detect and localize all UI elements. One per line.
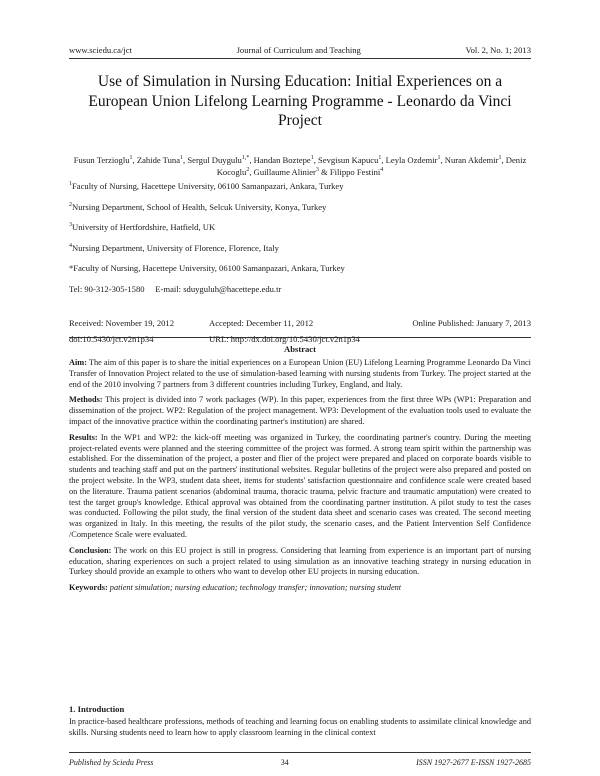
- issn: ISSN 1927-2677 E-ISSN 1927-2685: [416, 758, 531, 767]
- author-separator: ,: [183, 155, 188, 165]
- abstract-methods: [69, 395, 531, 427]
- received-date: Received: November 19, 2012: [69, 318, 175, 328]
- author: [187, 155, 253, 165]
- journal-url[interactable]: www.sciedu.ca/jct: [69, 45, 132, 55]
- publisher: Published by Sciedu Press: [69, 758, 154, 767]
- author-separator: ,: [132, 155, 137, 165]
- aim-label: Aim:: [69, 358, 87, 367]
- author: [318, 155, 386, 165]
- paper-title: Use of Simulation in Nursing Education: Initial Experiences on a European Union Lifelong Learning Programme - Leonardo da Vinci Project: [88, 73, 512, 129]
- author: [445, 155, 506, 165]
- author-affiliation-marker: 1: [129, 155, 133, 162]
- doi-url[interactable]: URL: http://dx.doi.org/10.5430/jct.v2n1p34: [209, 334, 360, 344]
- author: [137, 155, 188, 165]
- author-name: Filippo Festini: [329, 167, 381, 177]
- author: [74, 155, 137, 165]
- conclusion-label: Conclusion:: [69, 545, 112, 555]
- author-separator: &: [318, 167, 330, 177]
- abstract-conclusion: [69, 546, 531, 578]
- affiliation: [69, 283, 540, 304]
- section-heading-introduction: 1. Introduction: [69, 704, 125, 714]
- author-name: Nuran Akdemir: [444, 155, 499, 165]
- keywords-text: patient simulation; nursing education; technology transfer; innovation; nursing student: [109, 583, 402, 593]
- author-name: Sevgisun Kapucu: [317, 155, 379, 165]
- doi[interactable]: doi:10.5430/jct.v2n1p34: [69, 334, 154, 344]
- author-separator: ,: [381, 155, 386, 165]
- affiliation: [69, 201, 540, 222]
- author-affiliation-marker: 1: [378, 155, 382, 162]
- methods-label: Methods:: [69, 395, 103, 405]
- affiliation-marker: 2: [69, 201, 72, 208]
- author-affiliation-marker: 4: [380, 167, 384, 174]
- journal-volume: Vol. 2, No. 1; 2013: [465, 45, 531, 55]
- abstract-body: [69, 358, 531, 599]
- running-header: [69, 45, 531, 55]
- introduction-text: In practice-based healthcare professions, methods of teaching and learning focus on enabling students to assimilate clinical knowledge and skills. Nursing students need to learn how to apply classroom learning in the clinical context: [69, 717, 531, 737]
- author-affiliation-marker: 2: [246, 167, 250, 174]
- abstract-results: [69, 433, 531, 541]
- affiliation-text: Nursing Department, School of Health, Selcuk University, Konya, Turkey: [72, 201, 327, 212]
- affiliation: [69, 221, 540, 242]
- author-affiliation-marker: 1: [498, 155, 502, 162]
- aim-text: The aim of this paper is to share the initial experiences on a European Union (EU) Lifelong Learning Programme Leonardo Da Vinci Transfer of Innovation Project related to the use of simulation-based learning with nursing students from Turkey. The project started at the end of the 2010 involving 7 partners from 3 different countries including Turkey, England, and Italy.: [69, 358, 531, 389]
- author-name: Sergul Duygulu: [187, 155, 242, 165]
- affiliation-marker: 4: [69, 242, 72, 249]
- abstract-keywords: [69, 583, 531, 594]
- author-separator: ,: [501, 155, 506, 165]
- affiliation-text: *Faculty of Nursing, Hacettepe University, 06100 Samanpazari, Ankara, Turkey: [69, 263, 345, 273]
- results-text: In the WP1 and WP2: the kick-off meeting was organized in Turkey, the coordinating partner's country. During the meeting project-related events were planned and the steering committee of the project was formed. A strong team spirit within the partnership was established. For the dissemination of the project, a poster and flier of the project were prepared and placed on corporate boards visible to students and teaching staff and put on the partners' institutional websites. Regular bulletins of the project were also prepared and posted on the project website. In the WP3, student data sheet, items for students' satisfaction questionnaire and confidence scale were created based on the literature. Trauma patient scenarios (abdominal trauma, thoracic trauma, pelvic fracture and traumatic amputation) were created to test the target group's knowledge. Ethical approval was obtained from the coordinating partner institution. A pilot study to test the cases was conducted. Following the pilot study, the final version of the student data sheet and scenario cases was created. The second meeting was organized in Italy. In this meeting, the results of the pilot study, the scenario cases, and the Patient Intervention Self Confidence /Competence Scale were evaluated.: [69, 432, 531, 539]
- methods-text: This project is divided into 7 work packages (WP). In this paper, experiences from the first three WPs (WP1: Preparation and dissemination of the project. WP2: Regulation of the project management. WP3: Development of the evaluation tools used to evaluate the impact of the innovative practice within the coordinating partner's institution) are shared.: [69, 395, 531, 426]
- affiliation-marker: 1: [69, 181, 72, 188]
- header-divider: [69, 58, 531, 59]
- affiliation: [69, 262, 540, 283]
- author: [330, 167, 383, 177]
- author: [254, 167, 330, 177]
- author-list: [69, 154, 531, 178]
- affiliation-text: Tel: 90-312-305-1580 E-mail: sduyguluh@hacettepe.edu.tr: [69, 283, 282, 294]
- dates-divider: [69, 337, 531, 338]
- affiliation-text: Faculty of Nursing, Hacettepe University, 06100 Samanpazari, Ankara, Turkey: [72, 181, 344, 191]
- accepted-date: Accepted: December 11, 2012: [209, 318, 314, 328]
- author-name: Fusun Terzioglu: [73, 155, 130, 165]
- page-footer: [69, 758, 531, 767]
- author-name: Handan Boztepe: [253, 155, 311, 165]
- author-affiliation-marker: 1,*: [241, 155, 250, 162]
- author: [254, 155, 318, 165]
- footer-divider: [69, 752, 531, 753]
- conclusion-text: The work on this EU project is still in progress. Considering that learning from experience is an important part of nursing education, sharing experiences on such a project related to using simulation as an innovative teaching strategy in nursing education in Turkey should provide an example to others who want to develop other EU projects in nursing education.: [69, 545, 531, 577]
- author-separator: ,: [440, 155, 445, 165]
- author-separator: ,: [313, 155, 318, 165]
- author: [386, 155, 445, 165]
- abstract-heading: Abstract: [284, 344, 316, 354]
- journal-name: Journal of Curriculum and Teaching: [236, 45, 361, 55]
- affiliation: [69, 180, 540, 201]
- author-affiliation-marker: 1: [180, 155, 184, 162]
- affiliation-marker: 3: [69, 222, 72, 229]
- affiliation-text: University of Hertfordshire, Hatfield, UK: [72, 222, 216, 232]
- author-name: Leyla Ozdemir: [385, 155, 438, 165]
- author-affiliation-marker: 3: [315, 167, 319, 174]
- published-date: Online Published: January 7, 2013: [412, 318, 531, 328]
- abstract-aim: [69, 358, 531, 390]
- author-affiliation-marker: 1: [437, 155, 441, 162]
- affiliation-list: [69, 180, 540, 303]
- keywords-label: Keywords:: [69, 583, 108, 593]
- author-name: Deniz Kocoglu: [216, 155, 527, 177]
- author-separator: ,: [249, 167, 254, 177]
- results-label: Results:: [69, 432, 98, 442]
- author-name: Guillaume Alinier: [253, 167, 316, 177]
- affiliation-text: Nursing Department, University of Florence, Florence, Italy: [72, 242, 279, 253]
- page-number: 34: [280, 758, 289, 767]
- author-separator: ,: [249, 155, 254, 165]
- author-name: Zahide Tuna: [136, 155, 181, 165]
- author-affiliation-marker: 1: [310, 155, 314, 162]
- affiliation: [69, 242, 540, 263]
